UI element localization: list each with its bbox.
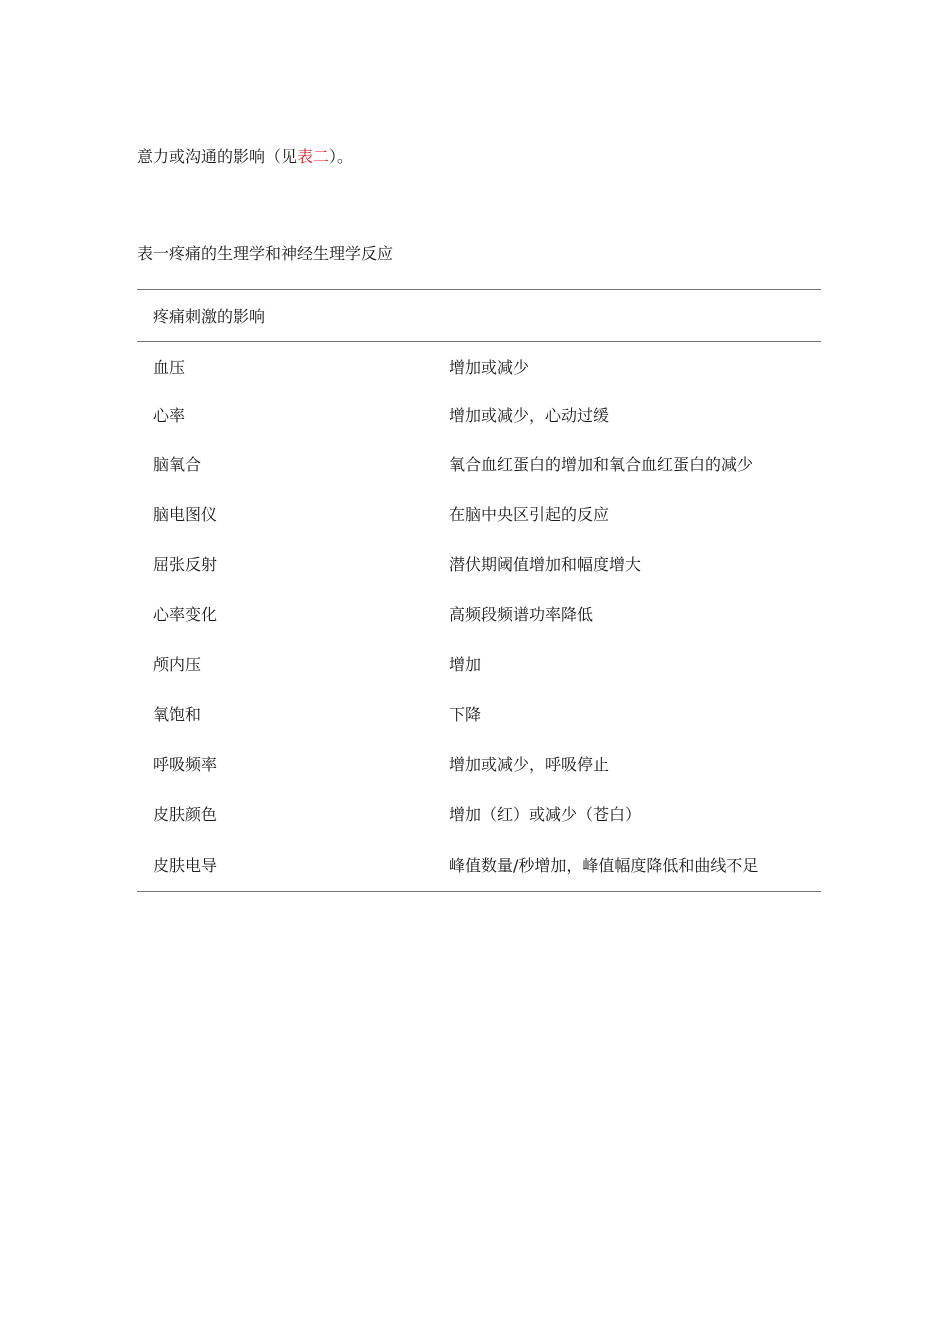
table-row — [137, 538, 821, 588]
row-effect: 增加或减少 — [449, 357, 530, 377]
intro-text — [137, 146, 353, 168]
row-effect: 增加或减少，呼吸停止 — [449, 754, 610, 774]
row-item: 皮肤颜色 — [153, 804, 218, 824]
row-item: 屈张反射 — [153, 554, 218, 574]
row-effect: 峰值数量/秒增加，峰值幅度降低和曲线不足 — [449, 856, 759, 875]
table-row — [137, 638, 821, 688]
table-two-reference: 表二 — [297, 147, 330, 166]
row-item: 脑电图仪 — [153, 504, 218, 524]
table-caption: 表一疼痛的生理学和神经生理学反应 — [137, 244, 394, 263]
table-row — [137, 688, 821, 738]
table-header-label: 疼痛刺激的影响 — [153, 307, 266, 326]
pain-response-table — [137, 289, 821, 892]
row-item: 心率变化 — [153, 604, 218, 624]
table-row — [137, 738, 821, 788]
row-item: 心率 — [153, 405, 186, 425]
row-item: 脑氧合 — [153, 454, 202, 474]
row-item: 血压 — [153, 357, 186, 377]
row-effect: 增加（红）或减少（苍白） — [449, 804, 642, 824]
row-effect: 高频段频谱功率降低 — [449, 604, 594, 624]
table-header — [137, 290, 821, 342]
row-item: 呼吸频率 — [153, 754, 218, 774]
row-effect: 在脑中央区引起的反应 — [449, 504, 610, 524]
row-effect: 下降 — [449, 704, 482, 724]
row-effect: 增加 — [449, 654, 482, 674]
table-row — [137, 390, 821, 438]
table-row — [137, 438, 821, 488]
row-item: 皮肤电导 — [153, 856, 218, 875]
table-bottom-rule — [137, 891, 821, 892]
table-body — [137, 342, 821, 891]
table-row — [137, 788, 821, 838]
intro-text-before: 意力或沟通的影响（见 — [137, 147, 298, 166]
table-row — [137, 488, 821, 538]
intro-text-after: ）。 — [329, 147, 354, 166]
row-effect: 增加或减少，心动过缓 — [449, 405, 610, 425]
row-effect: 氧合血红蛋白的增加和氧合血红蛋白的减少 — [449, 454, 754, 474]
table-row — [137, 838, 821, 891]
table-row — [137, 342, 821, 390]
row-item: 氧饱和 — [153, 704, 202, 724]
table-row — [137, 588, 821, 638]
row-item: 颅内压 — [153, 654, 202, 674]
row-effect: 潜伏期阈值增加和幅度增大 — [449, 554, 642, 574]
